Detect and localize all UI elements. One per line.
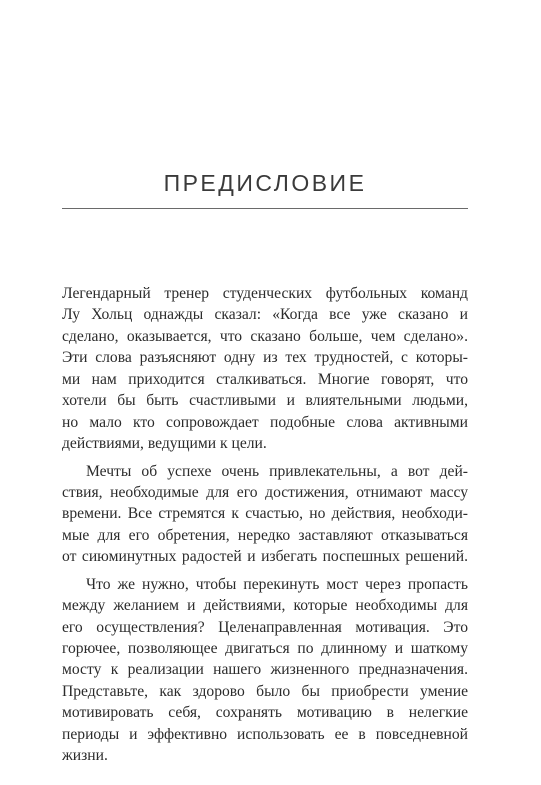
text-line: его осуществления? Целенаправленная мотивация. Это (62, 618, 468, 636)
text-line: но мало кто сопровождает подобные слова активными (62, 413, 468, 431)
text-line: Легендарный тренер студенческих футбольных команд (62, 285, 468, 302)
paragraph (62, 574, 468, 767)
text-line: Мечты об успехе очень привлекательны, а вот дей- (86, 462, 468, 480)
chapter-title: ПРЕДИСЛОВИЕ (163, 170, 367, 196)
text-line: мотивировать себя, сохранять мотивацию в нелегкие (62, 704, 468, 722)
text-line: Что же нужно, чтобы перекинуть мост через пропасть (86, 575, 468, 593)
text-line: действиями, ведущими к цели. (62, 435, 267, 453)
text-line: Представьте, как здорово было бы приобрести умение (62, 682, 468, 700)
text-line: ствия, необходимые для его достижения, отнимают массу (62, 483, 468, 501)
text-line: мые для его обретения, нередко заставляют отказываться (62, 526, 468, 544)
text-line: хотели бы быть счастливыми и влиятельными людьми, (62, 392, 468, 410)
text-line: времени. Все стремятся к счастью, но действия, необходи- (62, 505, 468, 523)
text-line: жизни. (62, 747, 108, 765)
text-line: между желанием и действиями, которые необходимы для (62, 597, 468, 615)
text-line: периоды и эффективно использовать ее в повседневной (62, 725, 468, 743)
text-line: мосту к реализации нашего жизненного предназначения. (62, 661, 468, 679)
body-text (62, 283, 468, 767)
paragraph (62, 461, 468, 568)
text-line: Лу Хольц однажды сказал: «Когда все уже сказано и (62, 306, 468, 324)
text-line: горючее, позволяющее двигаться по длинному и шаткому (62, 640, 468, 657)
text-line: ми нам приходится сталкиваться. Многие говорят, что (62, 370, 468, 388)
text-line: Эти слова разъясняют одну из тех трудностей, с которы- (62, 349, 468, 367)
title-divider (62, 208, 468, 209)
paragraph (62, 283, 468, 455)
text-line: от сиюминутных радостей и избегать поспешных решений. (62, 548, 468, 566)
text-line: сделано, оказывается, что сказано больше, чем сделано». (62, 327, 468, 345)
